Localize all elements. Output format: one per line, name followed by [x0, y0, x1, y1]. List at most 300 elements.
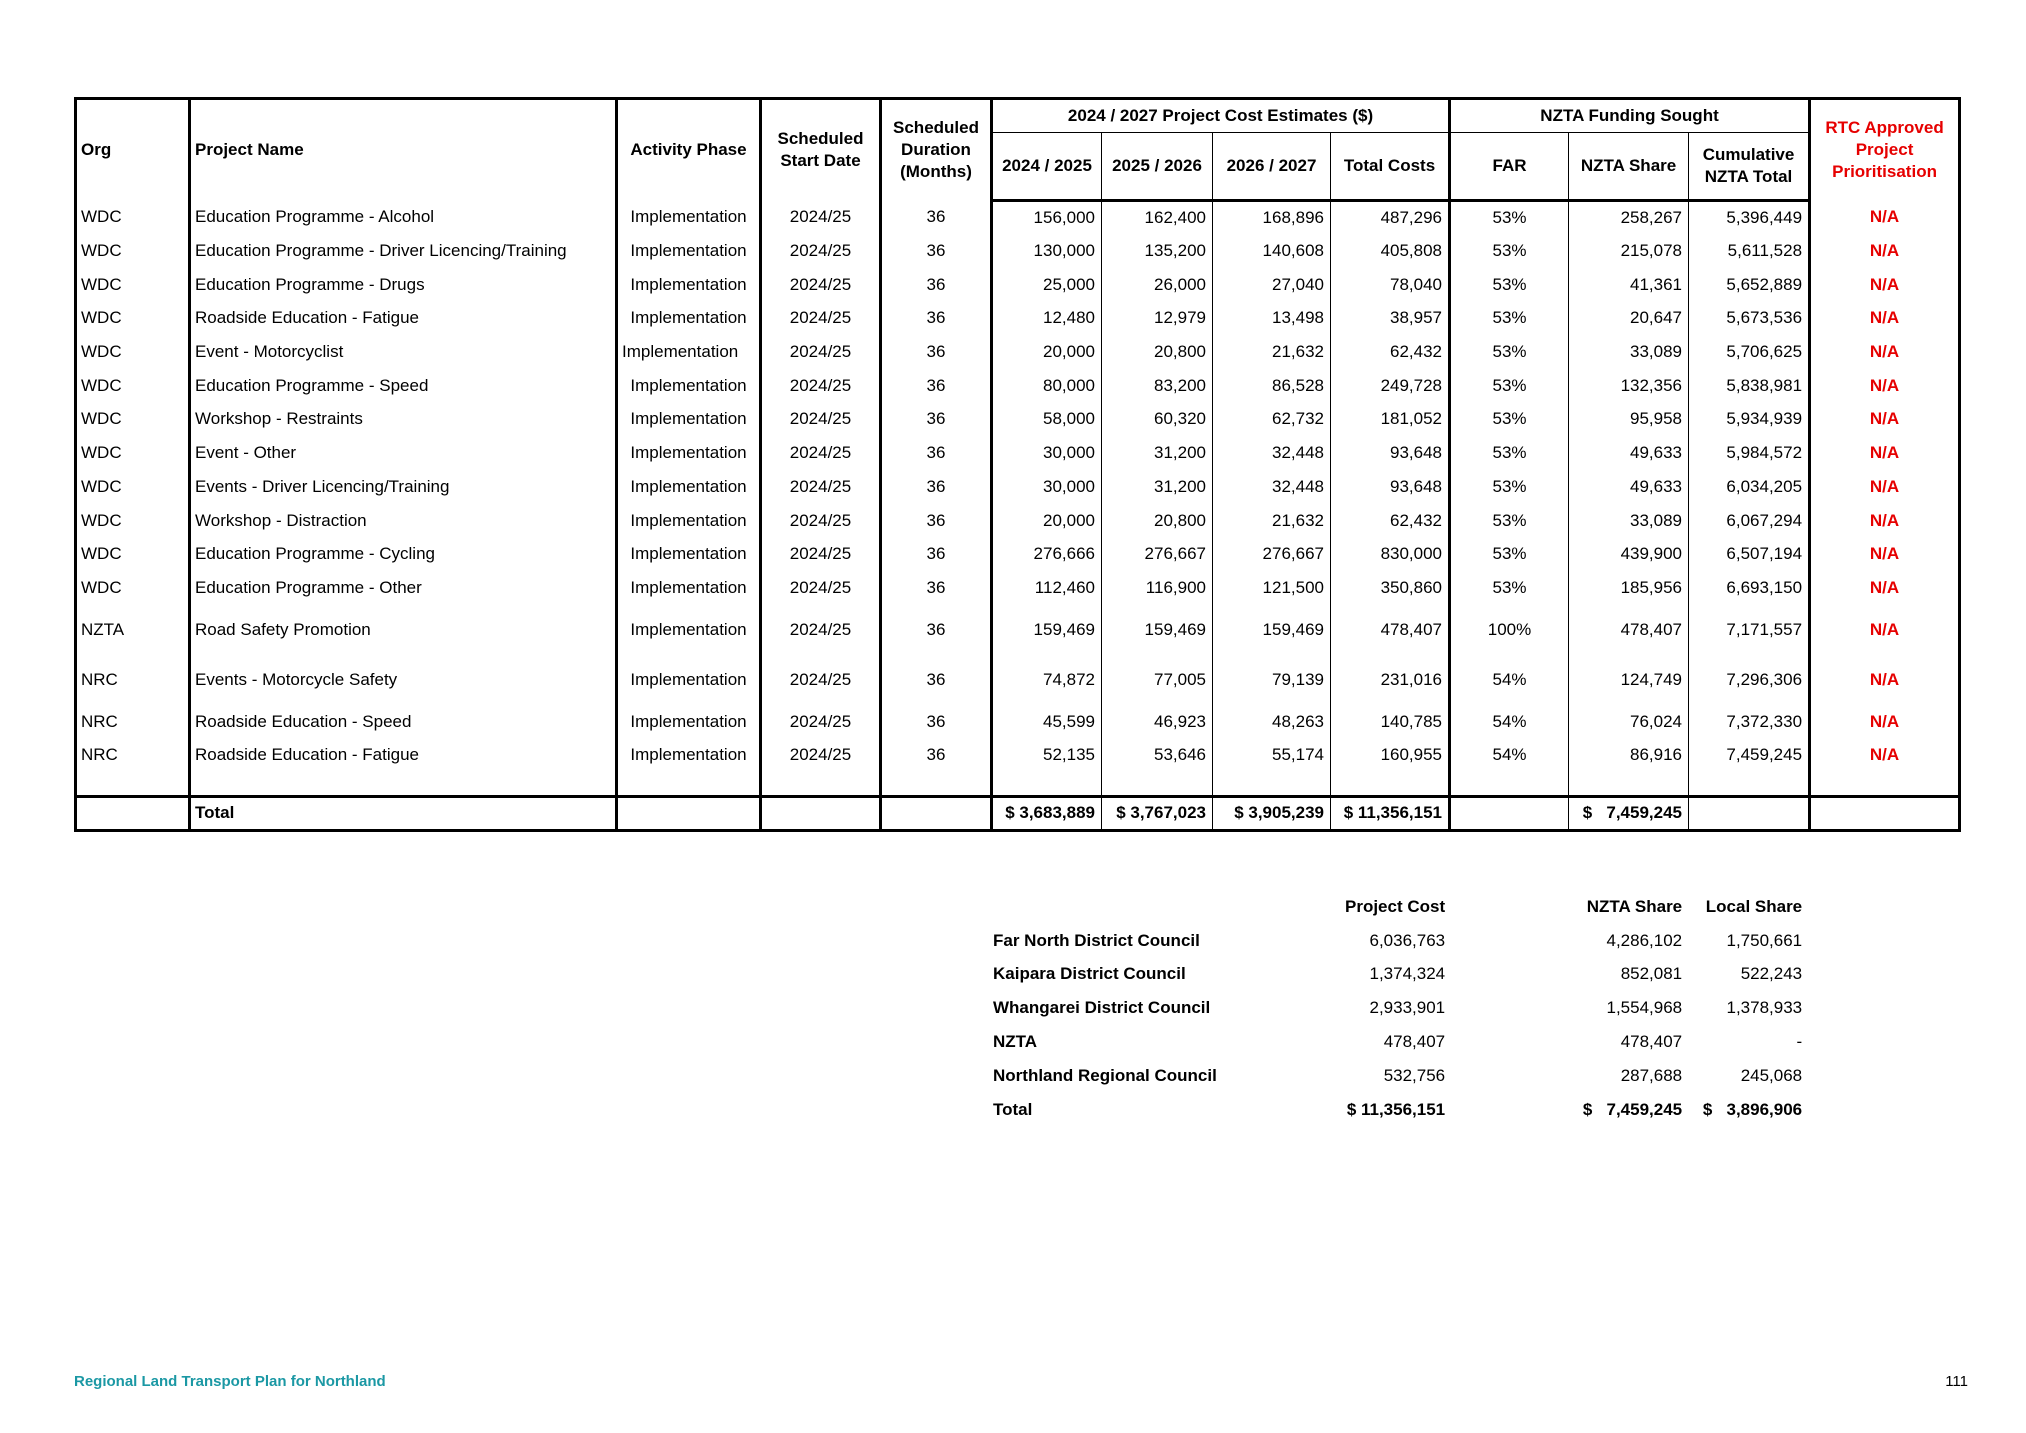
- summary-total-local-share: $ 3,896,906: [1702, 1099, 1803, 1119]
- activity-phase-cell: Implementation: [617, 605, 761, 655]
- cost-2025-2026-cell: 53,646: [1102, 738, 1213, 772]
- summary-total-row: [985, 1093, 1802, 1127]
- summary-row: [985, 958, 1802, 992]
- nzta-share-cell: 478,407: [1569, 605, 1689, 655]
- summary-row: [985, 924, 1802, 958]
- total-costs-cell: 487,296: [1331, 201, 1450, 235]
- project-name-cell: Road Safety Promotion: [190, 605, 617, 655]
- org-cell: WDC: [76, 268, 190, 302]
- header-year-2026-2027: 2026 / 2027: [1213, 133, 1331, 201]
- summary-header-project-cost: Project Cost: [1345, 896, 1446, 916]
- cumulative-nzta-total-cell: 6,067,294: [1689, 504, 1810, 538]
- total-costs-cell: 93,648: [1331, 436, 1450, 470]
- duration-cell: 36: [881, 504, 992, 538]
- duration-cell: 36: [881, 537, 992, 571]
- far-cell: 53%: [1450, 335, 1569, 369]
- summary-table: [985, 890, 1802, 1127]
- nzta-share-cell: 33,089: [1569, 504, 1689, 538]
- spacer-cell: [1689, 772, 1810, 796]
- project-name-cell: Roadside Education - Speed: [190, 705, 617, 739]
- cost-2025-2026-cell: 31,200: [1102, 436, 1213, 470]
- table-row: [76, 436, 1960, 470]
- start-date-cell: 2024/25: [761, 504, 881, 538]
- cumulative-nzta-total-cell: 6,693,150: [1689, 571, 1810, 605]
- cost-2024-2025-cell: 130,000: [992, 234, 1102, 268]
- header-activity-phase: Activity Phase: [617, 99, 761, 201]
- rtc-status-cell: N/A: [1810, 738, 1960, 772]
- total-empty-duration: [881, 796, 992, 830]
- duration-cell: 36: [881, 571, 992, 605]
- table-row: [76, 738, 1960, 772]
- total-costs-cell: 140,785: [1331, 705, 1450, 739]
- spacer-cell: [1569, 772, 1689, 796]
- start-date-cell: 2024/25: [761, 705, 881, 739]
- summary-project-cost: 6,036,763: [1369, 930, 1446, 950]
- activity-phase-cell: Implementation: [617, 436, 761, 470]
- cost-2024-2025-cell: 52,135: [992, 738, 1102, 772]
- total-empty-rtc: [1810, 796, 1960, 830]
- nzta-share-cell: 86,916: [1569, 738, 1689, 772]
- far-cell: 53%: [1450, 403, 1569, 437]
- cost-2025-2026-cell: 83,200: [1102, 369, 1213, 403]
- org-cell: WDC: [76, 201, 190, 235]
- nzta-share-cell: 95,958: [1569, 403, 1689, 437]
- activity-phase-cell: Implementation: [617, 302, 761, 336]
- spacer-cell: [761, 772, 881, 796]
- org-cell: NRC: [76, 705, 190, 739]
- cost-2025-2026-cell: 46,923: [1102, 705, 1213, 739]
- total-costs-cell: 830,000: [1331, 537, 1450, 571]
- nzta-share-cell: 49,633: [1569, 470, 1689, 504]
- summary-header-local-share: Local Share: [1705, 896, 1803, 916]
- duration-cell: 36: [881, 268, 992, 302]
- cost-2024-2025-cell: 58,000: [992, 403, 1102, 437]
- cumulative-nzta-total-cell: 7,171,557: [1689, 605, 1810, 655]
- cumulative-nzta-total-cell: 6,507,194: [1689, 537, 1810, 571]
- org-cell: NRC: [76, 738, 190, 772]
- start-date-cell: 2024/25: [761, 369, 881, 403]
- start-date-cell: 2024/25: [761, 655, 881, 705]
- far-cell: 53%: [1450, 268, 1569, 302]
- header-year-2024-2025: 2024 / 2025: [992, 133, 1102, 201]
- summary-nzta-share: 287,688: [1620, 1065, 1683, 1085]
- cost-2026-2027-cell: 21,632: [1213, 504, 1331, 538]
- cost-2024-2025-cell: 156,000: [992, 201, 1102, 235]
- cumulative-nzta-total-cell: 5,984,572: [1689, 436, 1810, 470]
- total-costs-cell: 350,860: [1331, 571, 1450, 605]
- cost-2025-2026-cell: 159,469: [1102, 605, 1213, 655]
- header-project-name: Project Name: [190, 99, 617, 201]
- nzta-share-cell: 41,361: [1569, 268, 1689, 302]
- table-row: [76, 470, 1960, 504]
- project-name-cell: Events - Motorcycle Safety: [190, 655, 617, 705]
- total-empty-start: [761, 796, 881, 830]
- start-date-cell: 2024/25: [761, 302, 881, 336]
- duration-cell: 36: [881, 738, 992, 772]
- rtc-status-cell: N/A: [1810, 571, 1960, 605]
- summary-local-share: 245,068: [1740, 1065, 1803, 1085]
- project-name-cell: Education Programme - Speed: [190, 369, 617, 403]
- cost-2026-2027-cell: 86,528: [1213, 369, 1331, 403]
- far-cell: 53%: [1450, 470, 1569, 504]
- total-nzta-share: $ 7,459,245: [1569, 796, 1689, 830]
- header-rtc-approved: RTC Approved Project Prioritisation: [1810, 99, 1960, 201]
- activity-phase-cell: Implementation: [617, 537, 761, 571]
- org-cell: WDC: [76, 537, 190, 571]
- total-costs-cell: 78,040: [1331, 268, 1450, 302]
- table-row: [76, 369, 1960, 403]
- activity-phase-cell: Implementation: [617, 504, 761, 538]
- duration-cell: 36: [881, 655, 992, 705]
- cost-2024-2025-cell: 276,666: [992, 537, 1102, 571]
- cost-2025-2026-cell: 26,000: [1102, 268, 1213, 302]
- start-date-cell: 2024/25: [761, 201, 881, 235]
- duration-cell: 36: [881, 403, 992, 437]
- rtc-status-cell: N/A: [1810, 268, 1960, 302]
- rtc-status-cell: N/A: [1810, 605, 1960, 655]
- header-cumulative-nzta-total: Cumulative NZTA Total: [1689, 133, 1810, 201]
- summary-total-nzta-share: $ 7,459,245: [1582, 1099, 1683, 1119]
- summary-org-name: NZTA: [993, 1032, 1038, 1052]
- footer-document-title: Regional Land Transport Plan for Northland: [74, 1373, 386, 1390]
- summary-org-name: Far North District Council: [993, 930, 1200, 950]
- far-cell: 53%: [1450, 369, 1569, 403]
- org-cell: WDC: [76, 369, 190, 403]
- header-nzta-funding-group: NZTA Funding Sought: [1450, 99, 1810, 133]
- header-nzta-share: NZTA Share: [1569, 133, 1689, 201]
- table-row: [76, 268, 1960, 302]
- total-y2: $ 3,767,023: [1102, 796, 1213, 830]
- cost-2025-2026-cell: 116,900: [1102, 571, 1213, 605]
- summary-local-share: 1,378,933: [1726, 998, 1803, 1018]
- activity-phase-cell: Implementation: [617, 403, 761, 437]
- cost-2026-2027-cell: 32,448: [1213, 436, 1331, 470]
- project-name-cell: Education Programme - Alcohol: [190, 201, 617, 235]
- table-row: [76, 504, 1960, 538]
- project-name-cell: Roadside Education - Fatigue: [190, 302, 617, 336]
- cost-2024-2025-cell: 12,480: [992, 302, 1102, 336]
- start-date-cell: 2024/25: [761, 436, 881, 470]
- rtc-status-cell: N/A: [1810, 705, 1960, 739]
- cost-2026-2027-cell: 121,500: [1213, 571, 1331, 605]
- summary-nzta-share: 4,286,102: [1606, 930, 1683, 950]
- summary-org-name: Northland Regional Council: [993, 1065, 1217, 1085]
- total-total-costs: $ 11,356,151: [1331, 796, 1450, 830]
- rtc-status-cell: N/A: [1810, 234, 1960, 268]
- total-empty-phase: [617, 796, 761, 830]
- project-name-cell: Event - Motorcyclist: [190, 335, 617, 369]
- duration-cell: 36: [881, 335, 992, 369]
- page-number: 111: [1945, 1373, 1968, 1390]
- cost-2026-2027-cell: 27,040: [1213, 268, 1331, 302]
- cumulative-nzta-total-cell: 5,706,625: [1689, 335, 1810, 369]
- rtc-status-cell: N/A: [1810, 504, 1960, 538]
- project-name-cell: Event - Other: [190, 436, 617, 470]
- rtc-status-cell: N/A: [1810, 655, 1960, 705]
- spacer-cell: [76, 772, 190, 796]
- spacer-cell: [1450, 772, 1569, 796]
- nzta-share-cell: 185,956: [1569, 571, 1689, 605]
- far-cell: 100%: [1450, 605, 1569, 655]
- table-row: [76, 605, 1960, 655]
- activity-phase-cell: Implementation: [617, 571, 761, 605]
- cost-2024-2025-cell: 112,460: [992, 571, 1102, 605]
- cumulative-nzta-total-cell: 5,396,449: [1689, 201, 1810, 235]
- cost-2025-2026-cell: 20,800: [1102, 335, 1213, 369]
- nzta-share-cell: 33,089: [1569, 335, 1689, 369]
- activity-phase-cell: Implementation: [617, 201, 761, 235]
- cost-2025-2026-cell: 20,800: [1102, 504, 1213, 538]
- far-cell: 53%: [1450, 201, 1569, 235]
- table-row: [76, 302, 1960, 336]
- org-cell: WDC: [76, 302, 190, 336]
- cost-2024-2025-cell: 159,469: [992, 605, 1102, 655]
- far-cell: 53%: [1450, 537, 1569, 571]
- cumulative-nzta-total-cell: 5,673,536: [1689, 302, 1810, 336]
- activity-phase-cell: Implementation: [617, 705, 761, 739]
- total-costs-cell: 160,955: [1331, 738, 1450, 772]
- summary-nzta-share: 478,407: [1620, 1032, 1683, 1052]
- table-row: [76, 705, 1960, 739]
- nzta-share-cell: 20,647: [1569, 302, 1689, 336]
- rtc-status-cell: N/A: [1810, 537, 1960, 571]
- summary-org-name: Kaipara District Council: [993, 964, 1186, 984]
- spacer-cell: [617, 772, 761, 796]
- total-costs-cell: 231,016: [1331, 655, 1450, 705]
- cost-2024-2025-cell: 20,000: [992, 504, 1102, 538]
- far-cell: 54%: [1450, 655, 1569, 705]
- projects-table: [74, 97, 1961, 832]
- table-header: [76, 99, 1960, 201]
- cost-2025-2026-cell: 60,320: [1102, 403, 1213, 437]
- total-y1: $ 3,683,889: [992, 796, 1102, 830]
- header-org: Org: [76, 99, 190, 201]
- cumulative-nzta-total-cell: 5,838,981: [1689, 369, 1810, 403]
- cost-2024-2025-cell: 30,000: [992, 436, 1102, 470]
- project-name-cell: Education Programme - Driver Licencing/Training: [190, 234, 617, 268]
- activity-phase-cell: Implementation: [617, 234, 761, 268]
- header-cost-estimates-group: 2024 / 2027 Project Cost Estimates ($): [992, 99, 1450, 133]
- summary-total-label: Total: [993, 1099, 1033, 1119]
- nzta-share-cell: 132,356: [1569, 369, 1689, 403]
- total-costs-cell: 181,052: [1331, 403, 1450, 437]
- start-date-cell: 2024/25: [761, 537, 881, 571]
- duration-cell: 36: [881, 201, 992, 235]
- total-costs-cell: 405,808: [1331, 234, 1450, 268]
- far-cell: 53%: [1450, 234, 1569, 268]
- cost-2026-2027-cell: 276,667: [1213, 537, 1331, 571]
- org-cell: NRC: [76, 655, 190, 705]
- cost-2025-2026-cell: 31,200: [1102, 470, 1213, 504]
- rtc-status-cell: N/A: [1810, 201, 1960, 235]
- summary-header-blank: [985, 890, 1345, 924]
- nzta-share-cell: 124,749: [1569, 655, 1689, 705]
- total-label: Total: [190, 796, 617, 830]
- rtc-status-cell: N/A: [1810, 302, 1960, 336]
- cost-2025-2026-cell: 135,200: [1102, 234, 1213, 268]
- table-row: [76, 403, 1960, 437]
- total-empty-cumulative: [1689, 796, 1810, 830]
- org-cell: WDC: [76, 470, 190, 504]
- table-row: [76, 655, 1960, 705]
- start-date-cell: 2024/25: [761, 605, 881, 655]
- org-cell: WDC: [76, 403, 190, 437]
- nzta-share-cell: 49,633: [1569, 436, 1689, 470]
- total-costs-cell: 38,957: [1331, 302, 1450, 336]
- activity-phase-cell: Implementation: [617, 335, 761, 369]
- spacer-cell: [1810, 772, 1960, 796]
- cost-2024-2025-cell: 80,000: [992, 369, 1102, 403]
- summary-header-nzta-share: NZTA Share: [1586, 896, 1683, 916]
- project-name-cell: Workshop - Restraints: [190, 403, 617, 437]
- cumulative-nzta-total-cell: 7,372,330: [1689, 705, 1810, 739]
- cost-2026-2027-cell: 48,263: [1213, 705, 1331, 739]
- project-name-cell: Events - Driver Licencing/Training: [190, 470, 617, 504]
- start-date-cell: 2024/25: [761, 234, 881, 268]
- org-cell: WDC: [76, 504, 190, 538]
- duration-cell: 36: [881, 369, 992, 403]
- duration-cell: 36: [881, 436, 992, 470]
- cost-2024-2025-cell: 45,599: [992, 705, 1102, 739]
- duration-cell: 36: [881, 302, 992, 336]
- org-cell: WDC: [76, 234, 190, 268]
- summary-local-share: 522,243: [1740, 964, 1803, 984]
- nzta-share-cell: 215,078: [1569, 234, 1689, 268]
- table-footer: [76, 796, 1960, 830]
- activity-phase-cell: Implementation: [617, 655, 761, 705]
- summary-body: [985, 924, 1802, 1093]
- total-empty-far: [1450, 796, 1569, 830]
- cost-2026-2027-cell: 13,498: [1213, 302, 1331, 336]
- start-date-cell: 2024/25: [761, 403, 881, 437]
- header-year-2025-2026: 2025 / 2026: [1102, 133, 1213, 201]
- duration-cell: 36: [881, 234, 992, 268]
- far-cell: 53%: [1450, 571, 1569, 605]
- summary-local-share: 1,750,661: [1726, 930, 1803, 950]
- far-cell: 53%: [1450, 504, 1569, 538]
- total-costs-cell: 478,407: [1331, 605, 1450, 655]
- total-y3: $ 3,905,239: [1213, 796, 1331, 830]
- org-cell: WDC: [76, 335, 190, 369]
- summary-local-share: -: [1796, 1032, 1803, 1052]
- cost-2026-2027-cell: 21,632: [1213, 335, 1331, 369]
- duration-cell: 36: [881, 605, 992, 655]
- cost-2026-2027-cell: 32,448: [1213, 470, 1331, 504]
- cumulative-nzta-total-cell: 7,459,245: [1689, 738, 1810, 772]
- project-name-cell: Education Programme - Other: [190, 571, 617, 605]
- table-row: [76, 234, 1960, 268]
- cost-2026-2027-cell: 55,174: [1213, 738, 1331, 772]
- nzta-share-cell: 76,024: [1569, 705, 1689, 739]
- cost-2025-2026-cell: 77,005: [1102, 655, 1213, 705]
- total-costs-cell: 62,432: [1331, 504, 1450, 538]
- org-cell: WDC: [76, 436, 190, 470]
- header-scheduled-start: Scheduled Start Date: [761, 99, 881, 201]
- header-far: FAR: [1450, 133, 1569, 201]
- start-date-cell: 2024/25: [761, 571, 881, 605]
- cost-2024-2025-cell: 20,000: [992, 335, 1102, 369]
- cost-2025-2026-cell: 162,400: [1102, 201, 1213, 235]
- summary-nzta-share: 852,081: [1620, 964, 1683, 984]
- spacer-cell: [190, 772, 617, 796]
- org-cell: NZTA: [76, 605, 190, 655]
- spacer-cell: [1102, 772, 1213, 796]
- table-row: [76, 571, 1960, 605]
- cost-2025-2026-cell: 12,979: [1102, 302, 1213, 336]
- project-name-cell: Roadside Education - Fatigue: [190, 738, 617, 772]
- summary-project-cost: 1,374,324: [1369, 964, 1446, 984]
- far-cell: 53%: [1450, 436, 1569, 470]
- activity-phase-cell: Implementation: [617, 470, 761, 504]
- total-costs-cell: 62,432: [1331, 335, 1450, 369]
- rtc-status-cell: N/A: [1810, 470, 1960, 504]
- cost-2024-2025-cell: 74,872: [992, 655, 1102, 705]
- cumulative-nzta-total-cell: 5,652,889: [1689, 268, 1810, 302]
- cost-2026-2027-cell: 79,139: [1213, 655, 1331, 705]
- activity-phase-cell: Implementation: [617, 268, 761, 302]
- table-spacer-row: [76, 772, 1960, 796]
- summary-project-cost: 2,933,901: [1369, 998, 1446, 1018]
- rtc-status-cell: N/A: [1810, 335, 1960, 369]
- spacer-cell: [1331, 772, 1450, 796]
- project-name-cell: Workshop - Distraction: [190, 504, 617, 538]
- summary-total-project-cost: $ 11,356,151: [1346, 1099, 1446, 1119]
- far-cell: 53%: [1450, 302, 1569, 336]
- cost-2025-2026-cell: 276,667: [1102, 537, 1213, 571]
- summary-row: [985, 1025, 1802, 1059]
- start-date-cell: 2024/25: [761, 738, 881, 772]
- table-row: [76, 537, 1960, 571]
- cost-2026-2027-cell: 140,608: [1213, 234, 1331, 268]
- cost-2026-2027-cell: 168,896: [1213, 201, 1331, 235]
- cost-2026-2027-cell: 159,469: [1213, 605, 1331, 655]
- cumulative-nzta-total-cell: 7,296,306: [1689, 655, 1810, 705]
- nzta-share-cell: 258,267: [1569, 201, 1689, 235]
- duration-cell: 36: [881, 705, 992, 739]
- table-row: [76, 335, 1960, 369]
- summary-row: [985, 1059, 1802, 1093]
- cumulative-nzta-total-cell: 5,934,939: [1689, 403, 1810, 437]
- start-date-cell: 2024/25: [761, 470, 881, 504]
- cumulative-nzta-total-cell: 5,611,528: [1689, 234, 1810, 268]
- org-cell: WDC: [76, 571, 190, 605]
- summary-org-name: Whangarei District Council: [993, 998, 1211, 1018]
- activity-phase-cell: Implementation: [617, 369, 761, 403]
- spacer-cell: [1213, 772, 1331, 796]
- cost-2024-2025-cell: 25,000: [992, 268, 1102, 302]
- summary-row: [985, 991, 1802, 1025]
- activity-phase-cell: Implementation: [617, 738, 761, 772]
- cumulative-nzta-total-cell: 6,034,205: [1689, 470, 1810, 504]
- start-date-cell: 2024/25: [761, 335, 881, 369]
- rtc-status-cell: N/A: [1810, 403, 1960, 437]
- summary-project-cost: 478,407: [1383, 1032, 1446, 1052]
- header-total-costs: Total Costs: [1331, 133, 1450, 201]
- project-name-cell: Education Programme - Drugs: [190, 268, 617, 302]
- total-costs-cell: 93,648: [1331, 470, 1450, 504]
- table-body: [76, 201, 1960, 797]
- cost-2026-2027-cell: 62,732: [1213, 403, 1331, 437]
- spacer-cell: [881, 772, 992, 796]
- far-cell: 54%: [1450, 738, 1569, 772]
- nzta-share-cell: 439,900: [1569, 537, 1689, 571]
- total-org-cell: [76, 796, 190, 830]
- header-scheduled-duration: Scheduled Duration (Months): [881, 99, 992, 201]
- project-name-cell: Education Programme - Cycling: [190, 537, 617, 571]
- rtc-status-cell: N/A: [1810, 436, 1960, 470]
- far-cell: 54%: [1450, 705, 1569, 739]
- summary-project-cost: 532,756: [1383, 1065, 1446, 1085]
